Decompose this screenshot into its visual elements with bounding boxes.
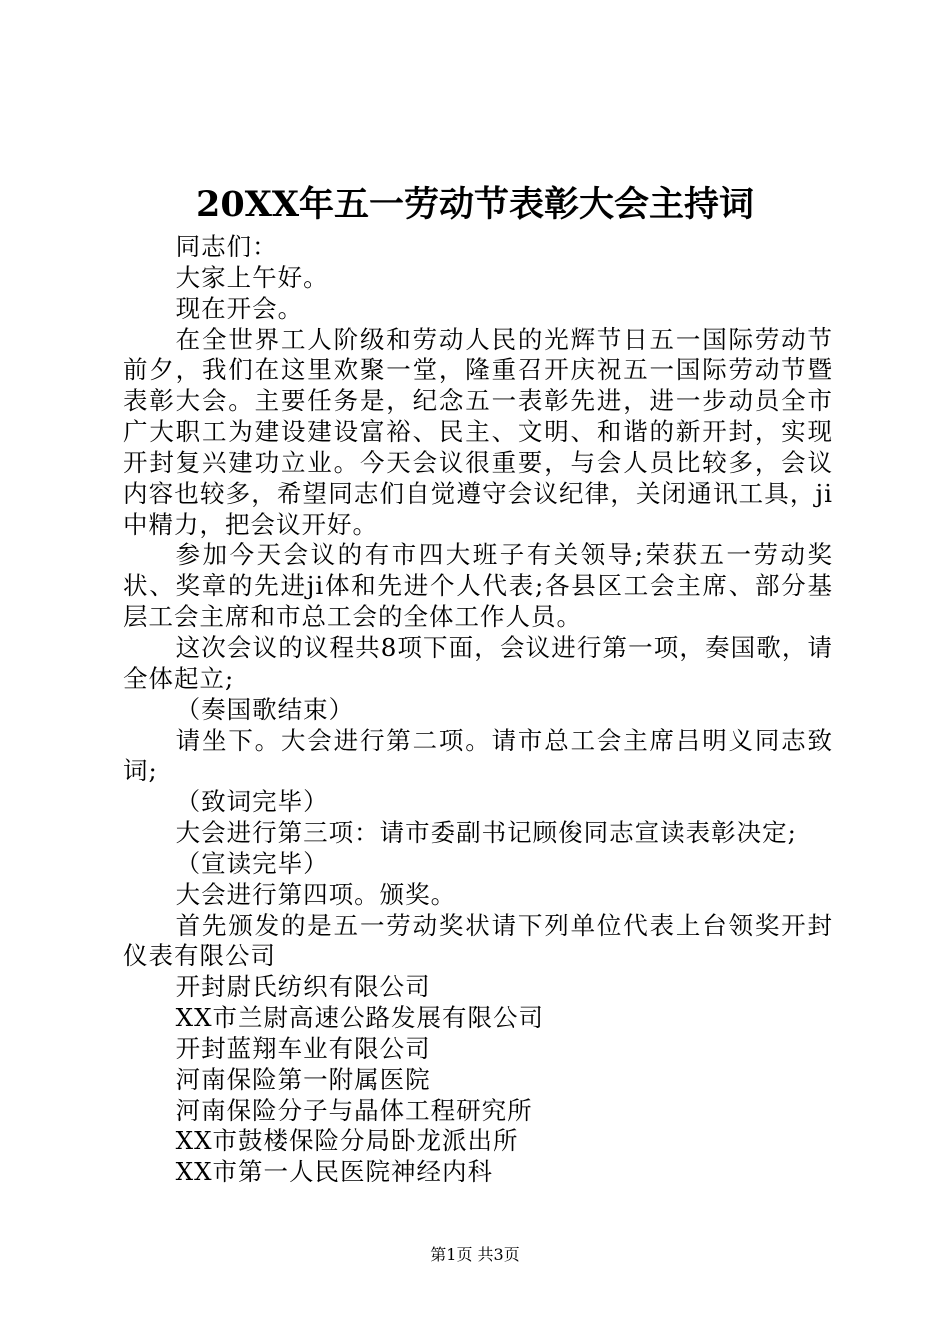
document-title: 20XX年五一劳动节表彰大会主持词	[195, 184, 755, 225]
page-number: 第1页 共3页	[430, 1245, 520, 1264]
list-item: XX市兰尉高速公路发展有限公司	[175, 1003, 545, 1033]
paragraph: 在全世界工人阶级和劳动人民的光辉节日五一国际劳动节前夕，我们在这里欢聚一堂，隆重召开庆祝五一国际劳动节暨表彰大会。主要任务是，纪念五一表彰先进，进一步动员全市广大职工为建设建设富裕、民主、文明、和谐的新开封，实现开封复兴建功立业。今天会议很重要，与会人员比较多，会议内容也较多，希望同志们自觉遵守会议纪律，关闭通讯工具，ji中精力，把会议开好。	[123, 324, 833, 539]
paragraph: 参加今天会议的有市四大班子有关领导;荣获五一劳动奖状、奖章的先进ji体和先进个人代表;各县区工会主席、部分基层工会主席和市总工会的全体工作人员。	[123, 540, 833, 632]
paragraph: 这次会议的议程共8项下面，会议进行第一项，奏国歌，请全体起立;	[123, 632, 833, 693]
list-item: 河南保险分子与晶体工程研究所	[175, 1095, 533, 1125]
list-item: 开封蓝翔车业有限公司	[175, 1033, 431, 1063]
paragraph: 同志们：	[175, 232, 278, 261]
paragraph: （奏国歌结束）	[175, 694, 355, 724]
paragraph: 大会进行第三项：请市委副书记顾俊同志宣读表彰决定;	[175, 818, 797, 848]
list-item: XX市鼓楼保险分局卧龙派出所	[175, 1126, 519, 1156]
paragraph: （宣读完毕）	[175, 848, 329, 878]
paragraph: 大会进行第四项。颁奖。	[175, 879, 457, 909]
list-item: 河南保险第一附属医院	[175, 1064, 431, 1094]
list-item: XX市第一人民医院神经内科	[175, 1157, 494, 1187]
paragraph: （致词完毕）	[175, 787, 329, 817]
list-item: 开封尉氏纺织有限公司	[175, 972, 431, 1002]
paragraph: 大家上午好。	[175, 262, 329, 292]
document-body	[123, 232, 833, 1188]
paragraph: 现在开会。	[175, 293, 304, 323]
paragraph: 请坐下。大会进行第二项。请市总工会主席吕明义同志致词;	[123, 725, 833, 786]
paragraph: 首先颁发的是五一劳动奖状请下列单位代表上台领奖开封仪表有限公司	[123, 910, 833, 971]
